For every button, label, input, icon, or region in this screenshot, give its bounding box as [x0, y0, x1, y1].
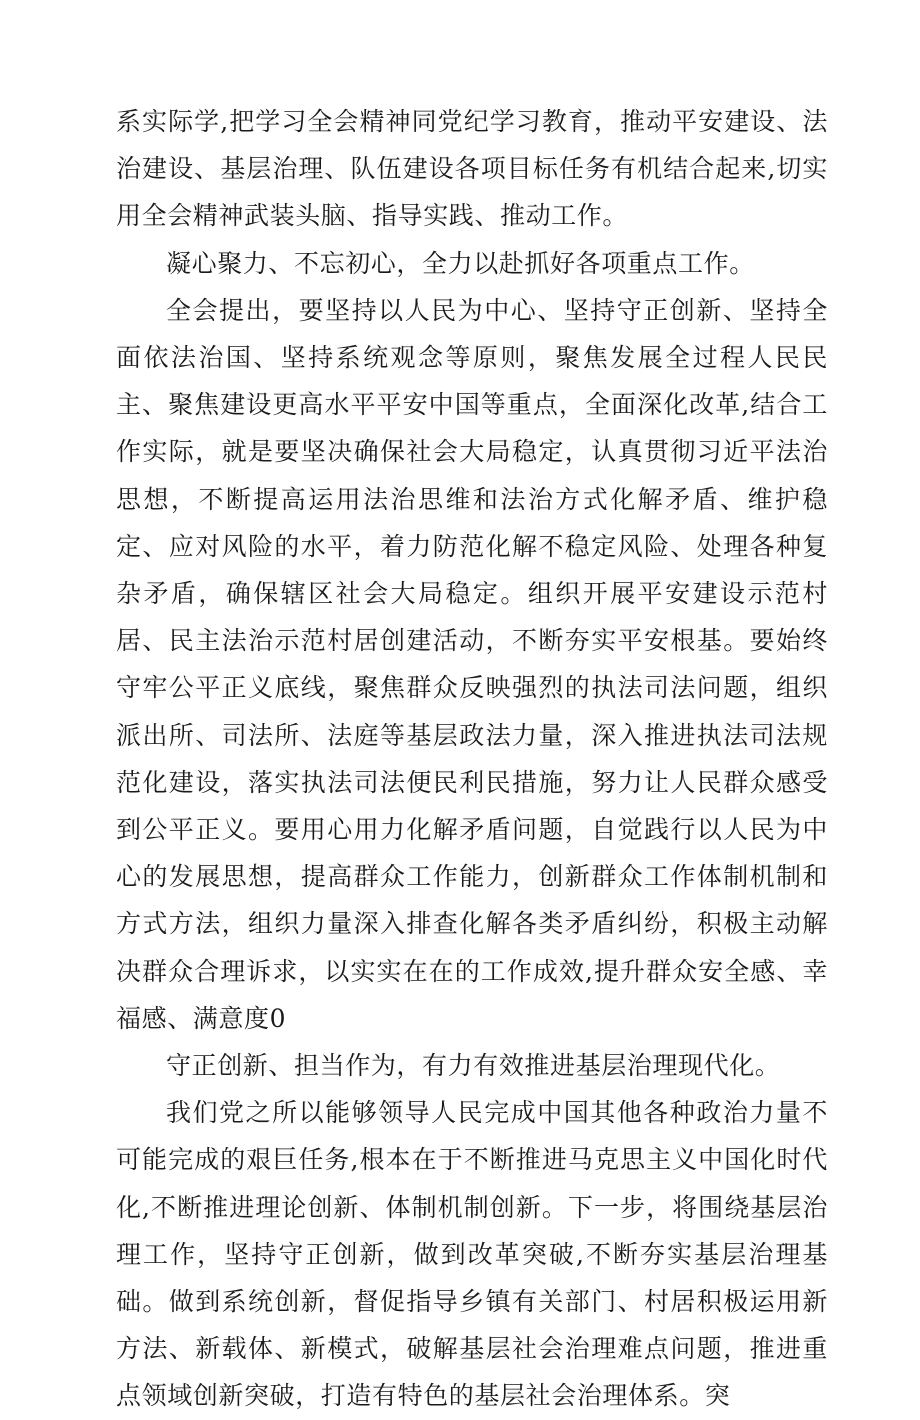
document-body — [116, 98, 828, 1420]
paragraph: 全会提出，要坚持以人民为中心、坚持守正创新、坚持全面依法治国、坚持系统观念等原则，聚焦发展全过程人民民主、聚焦建设更高水平平安中国等重点，全面深化改革,结合工作实际，就是要坚决确保社会大局稳定，认真贯彻习近平法治思想，不断提高运用法治思维和法治方式化解矛盾、维护稳定、应对风险的水平，着力防范化解不稳定风险、处理各种复杂矛盾，确保辖区社会大局稳定。组织开展平安建设示范村居、民主法治示范村居创建活动，不断夯实平安根基。要始终守牢公平正义底线，聚焦群众反映强烈的执法司法问题，组织派出所、司法所、法庭等基层政法力量，深入推进执法司法规范化建设，落实执法司法便民利民措施，努力让人民群众感受到公平正义。要用心用力化解矛盾问题，自觉践行以人民为中心的发展思想，提高群众工作能力，创新群众工作体制机制和方式方法，组织力量深入排查化解各类矛盾纠纷，积极主动解决群众合理诉求，以实实在在的工作成效,提升群众安全感、幸福感、满意度0 — [116, 295, 828, 1033]
paragraph: 系实际学,把学习全会精神同党纪学习教育，推动平安建设、法治建设、基层治理、队伍建设各项目标任务有机结合起来,切实用全会精神武装头脑、指导实践、推动工作。 — [116, 107, 828, 231]
section-heading-paragraph: 凝心聚力、不忘初心，全力以赴抓好各项重点工作。 — [166, 248, 755, 278]
paragraph: 我们党之所以能够领导人民完成中国其他各种政治力量不可能完成的艰巨任务,根本在于不断推进马克思主义中国化时代化,不断推进理论创新、体制机制创新。下一步，将围绕基层治理工作，坚持守正创新，做到改革突破,不断夯实基层治理基础。做到系统创新，督促指导乡镇有关部门、村居积极运用新方法、新载体、新模式，破解基层社会治理难点问题，推进重点领域创新突破，打造有特色的基层社会治理体系。突 — [116, 1098, 828, 1411]
section-heading-paragraph: 守正创新、担当作为，有力有效推进基层治理现代化。 — [166, 1051, 781, 1081]
